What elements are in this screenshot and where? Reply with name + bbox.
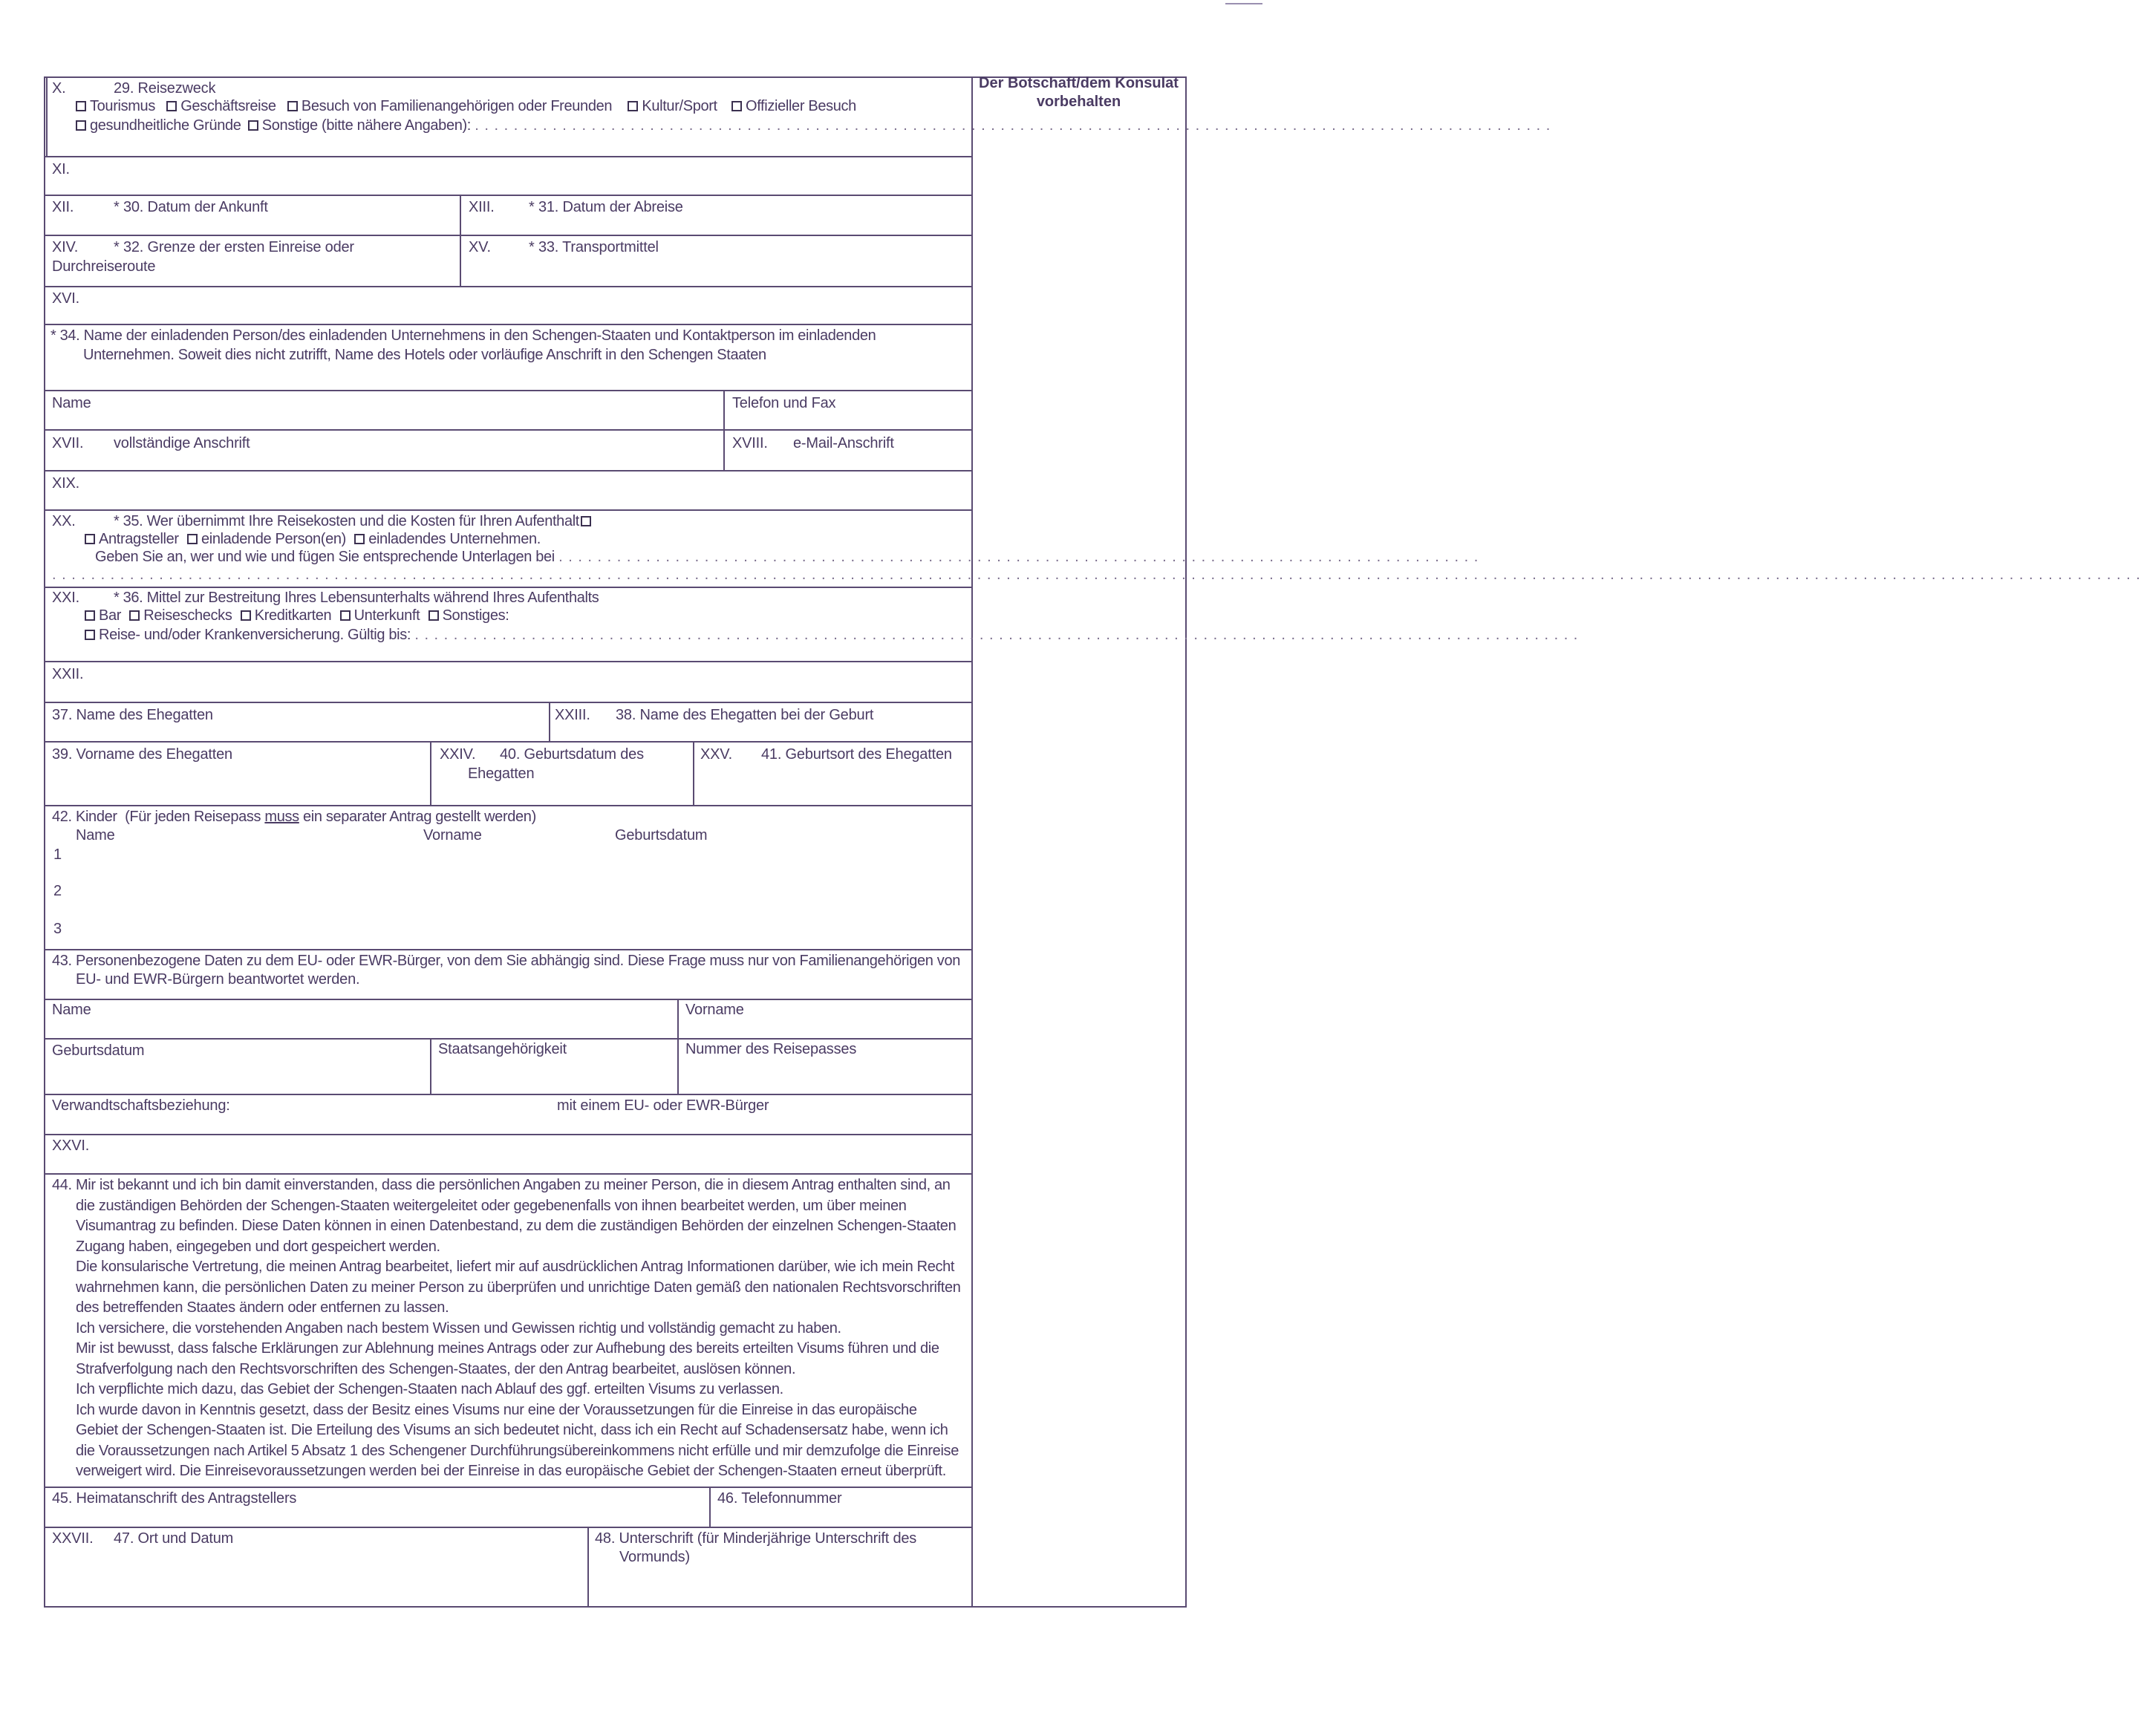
q44-line-14: die Voraussetzungen nach Artikel 5 Absatz 1 des Schengener Durchführungsübereinkommens nicht erfülle und mir demzufolge die Einreise bbox=[76, 1442, 959, 1459]
checkbox-unterkunft[interactable] bbox=[340, 610, 351, 621]
q40-line2: Ehegatten bbox=[468, 766, 535, 782]
roman-xii: XII. bbox=[52, 199, 74, 215]
frame-right-line bbox=[1185, 76, 1187, 1608]
q44-line-12: Ich wurde davon in Kenntnis gesetzt, dass der Besitz eines Visums nur eine der Voraussetzungen für die Einreise in das europäische bbox=[76, 1401, 917, 1418]
option-offizieller-besuch: Offizieller Besuch bbox=[745, 98, 856, 114]
q44-line-01: 44. Mir ist bekannt und ich bin damit einverstanden, dass die persönlichen Angaben zu meiner Person, die in diesem Antrag enthalten sind, an bbox=[52, 1177, 951, 1193]
checkbox-kreditkarten[interactable] bbox=[241, 610, 251, 621]
line-after-45 bbox=[44, 1527, 972, 1528]
option-kultur-sport: Kultur/Sport bbox=[642, 98, 717, 114]
line-after-30 bbox=[44, 235, 972, 236]
q35-fill-line-1[interactable]: . . . . . . . . . . . . . . . . . . . . . . . . . . . . . . . . . . . . . . . . . . . . . . . . . . . . . . . . . . . . . . . . . . . . . . . . . . . . . . . . . . . . . . . . . . . . . . . bbox=[558, 549, 1479, 565]
option-geschaeftsreise: Geschäftsreise bbox=[180, 98, 276, 114]
q43-dob-label: Geburtsdatum bbox=[52, 1042, 145, 1059]
checkbox-sonstiges[interactable] bbox=[428, 610, 439, 621]
checkbox-q35-self[interactable] bbox=[581, 516, 591, 526]
line-after-42 bbox=[44, 949, 972, 950]
roman-xxii: XXII. bbox=[52, 666, 84, 682]
checkbox-geschaeftsreise[interactable] bbox=[166, 101, 177, 111]
q43-name-label: Name bbox=[52, 1002, 91, 1018]
q42-title bbox=[52, 807, 536, 827]
roman-xxv: XXV. bbox=[700, 746, 732, 763]
checkbox-versicherung[interactable] bbox=[85, 630, 95, 640]
q34-address-label: vollständige Anschrift bbox=[114, 435, 250, 451]
q35-fill-line-2[interactable]: . . . . . . . . . . . . . . . . . . . . . . . . . . . . . . . . . . . . . . . . . . . . . . . . . . . . . . . . . . . . . . . . . . . . . . . . . . . . . . . . . . . . . . . . . . . . . . . . . . . . . . . . . . . . . . . . . . . . . . . . . . . . . . . . . . . . . . . . . . . . . . . . . . . . . . . . . . . . . . . . . . . . . . . . . . . . . . . . . . . . . . . . . . . . . . . . . . . . . . . . . . . . . . . . . . . . . . . bbox=[52, 567, 2141, 583]
q43-first-label: Vorname bbox=[685, 1002, 744, 1018]
roman-xvii: XVII. bbox=[52, 435, 84, 451]
q35-instruction: Geben Sie an, wer und wie und fügen Sie entsprechende Unterlagen bei bbox=[95, 549, 555, 565]
divider-37-38 bbox=[549, 702, 550, 741]
q34-line1: * 34. Name der einladenden Person/des einladenden Unternehmens in den Schengen-Staaten und Kontaktperson im einladenden bbox=[50, 327, 876, 344]
q35-question: * 35. Wer übernimmt Ihre Reisekosten und die Kosten für Ihren Aufenthalt bbox=[114, 513, 580, 529]
q42-row-3: 3 bbox=[53, 921, 62, 937]
q44-line-04: Zugang haben, eingegeben und dort gespeichert werden. bbox=[76, 1238, 440, 1255]
line-after-37 bbox=[44, 741, 972, 743]
q35-options bbox=[85, 529, 541, 549]
reserved-for-embassy bbox=[973, 74, 1184, 111]
q36-line1: * 36. Mittel zur Bestreitung Ihres Lebensunterhalts während Ihres Aufenthalts bbox=[114, 590, 599, 606]
line-after-address bbox=[44, 470, 972, 471]
q33-label: * 33. Transportmittel bbox=[529, 239, 659, 255]
q29-left-line bbox=[46, 76, 48, 156]
q44-line-08: Ich versichere, die vorstehenden Angaben nach bestem Wissen und Gewissen richtig und vollständig gemacht zu haben. bbox=[76, 1319, 841, 1337]
option-bar: Bar bbox=[99, 607, 122, 624]
checkbox-sonstige[interactable] bbox=[248, 120, 258, 131]
divider-30-31 bbox=[460, 195, 461, 287]
q40-line1: 40. Geburtsdatum des bbox=[500, 746, 644, 763]
roman-xix: XIX. bbox=[52, 475, 79, 492]
q29-options-row2 bbox=[76, 116, 1551, 136]
line-after-43 bbox=[44, 999, 972, 1000]
q36-options bbox=[85, 606, 509, 626]
q29-options-row1 bbox=[76, 97, 856, 117]
q34-name-label: Name bbox=[52, 395, 91, 411]
q44-line-13: Gebiet der Schengen-Staaten ist. Die Erteilung des Visums an sich bedeutet nicht, dass ich ein Recht auf Schadensersatz habe, wenn ich bbox=[76, 1422, 948, 1438]
reserved-line-1: Der Botschaft/dem Konsulat bbox=[979, 75, 1179, 91]
q35-line1 bbox=[114, 512, 595, 532]
option-einladende-personen: einladende Person(en) bbox=[201, 531, 346, 547]
checkbox-gesundheitliche-gruende[interactable] bbox=[76, 120, 86, 131]
roman-xiv: XIV. bbox=[52, 239, 79, 255]
q42-col-name: Name bbox=[76, 827, 115, 843]
option-sonstige: Sonstige (bitte nähere Angaben): bbox=[261, 117, 472, 134]
q35-fill-row-2 bbox=[52, 565, 2141, 585]
q44-line-03: Visumantrag zu befinden. Diese Daten können in einen Datenbestand, zu dem die zuständigen Behörden der einzelnen Schengen-Staaten bbox=[76, 1218, 957, 1234]
q32-line1: * 32. Grenze der ersten Einreise oder bbox=[114, 239, 354, 255]
roman-xxiii: XXIII. bbox=[555, 707, 590, 723]
checkbox-bar[interactable] bbox=[85, 610, 95, 621]
line-after-43-dob bbox=[44, 1094, 972, 1095]
line-after-xxii bbox=[44, 702, 972, 703]
checkbox-einladendes-unternehmen[interactable] bbox=[354, 534, 365, 544]
checkbox-tourismus[interactable] bbox=[76, 101, 86, 111]
divider-43-dob-nat bbox=[430, 1038, 431, 1094]
q43-line2: EU- und EWR-Bürgern beantwortet werden. bbox=[76, 971, 360, 988]
roman-xxvii: XXVII. bbox=[52, 1530, 94, 1547]
checkbox-reiseschecks[interactable] bbox=[129, 610, 140, 621]
q48-line1: 48. Unterschrift (für Minderjährige Unterschrift des bbox=[595, 1530, 917, 1547]
line-after-34 bbox=[44, 390, 972, 391]
roman-xiii: XIII. bbox=[469, 199, 495, 215]
scan-mark bbox=[1225, 3, 1262, 4]
q44-line-05: Die konsularische Vertretung, die meinen Antrag bearbeitet, liefert mir auf ausdrücklichen Antrag Informationen darüber, wie ich mein Recht bbox=[76, 1259, 955, 1275]
line-after-xix bbox=[44, 509, 972, 511]
line-after-32 bbox=[44, 286, 972, 287]
option-einladendes-unternehmen: einladendes Unternehmen. bbox=[368, 531, 541, 547]
checkbox-familienbesuch[interactable] bbox=[287, 101, 298, 111]
q42-col-dob: Geburtsdatum bbox=[615, 827, 708, 843]
frame-left-line bbox=[44, 76, 45, 1608]
q44-line-10: Strafverfolgung nach den Rechtsvorschriften des Schengen-Staates, der den Antrag bearbeitet, auslösen können. bbox=[76, 1360, 796, 1377]
line-after-relation bbox=[44, 1134, 972, 1135]
roman-xxi: XXI. bbox=[52, 590, 79, 606]
q41-label: 41. Geburtsort des Ehegatten bbox=[761, 746, 952, 763]
checkbox-offizieller-besuch[interactable] bbox=[731, 101, 742, 111]
q43-relation-with: mit einem EU- oder EWR-Bürger bbox=[557, 1097, 769, 1114]
reserved-line-2: vorbehalten bbox=[1036, 94, 1121, 110]
roman-xxiv: XXIV. bbox=[440, 746, 476, 763]
option-gesundheitliche-gruende: gesundheitliche Gründe bbox=[90, 117, 241, 134]
q44-line-02: die zuständigen Behörden der Schengen-Staaten weitergeleitet oder gegebenenfalls von ihnen bearbeitet werden, um über meinen bbox=[76, 1197, 907, 1214]
q44-line-07: des betreffenden Staates ändern oder entfernen zu lassen. bbox=[76, 1299, 449, 1316]
divider-name-phone bbox=[723, 390, 725, 470]
line-after-36 bbox=[44, 661, 972, 662]
q44-line-06: wahrnehmen kann, die persönlichen Daten zu meiner Person zu überprüfen und unrichtige Daten gemäß den nationalen Rechtsvorschriften bbox=[76, 1279, 961, 1296]
line-after-29 bbox=[44, 156, 972, 157]
line-after-39 bbox=[44, 805, 972, 806]
option-antragsteller: Antragsteller bbox=[99, 531, 179, 547]
roman-xx: XX. bbox=[52, 513, 76, 529]
q34-line2: Unternehmen. Soweit dies nicht zutrifft, Name des Hotels oder vorläufige Anschrift in den Schengen Staaten bbox=[83, 347, 766, 363]
q42-row-1: 1 bbox=[53, 846, 62, 863]
roman-xi: XI. bbox=[52, 161, 70, 177]
q30-label: * 30. Datum der Ankunft bbox=[114, 199, 268, 215]
q44-line-11: Ich verpflichte mich dazu, das Gebiet der Schengen-Staaten nach Ablauf des ggf. erteilten Visums zu verlassen. bbox=[76, 1381, 783, 1397]
divider-39-40 bbox=[430, 741, 431, 805]
checkbox-einladende-personen[interactable] bbox=[187, 534, 198, 544]
q37-label: 37. Name des Ehegatten bbox=[52, 707, 213, 723]
roman-xxvi: XXVI. bbox=[52, 1138, 90, 1154]
q47-label: 47. Ort und Datum bbox=[114, 1530, 234, 1547]
q29-title: 29. Reisezweck bbox=[114, 80, 216, 97]
q35-line3 bbox=[95, 547, 1479, 567]
q43-relation-label: Verwandtschaftsbeziehung: bbox=[52, 1097, 230, 1114]
q32-line2: Durchreiseroute bbox=[52, 258, 156, 275]
divider-45-46 bbox=[709, 1487, 711, 1527]
q43-line1: 43. Personenbezogene Daten zu dem EU- oder EWR-Bürger, von dem Sie abhängig sind. Diese Frage muss nur von Familienangehörigen von bbox=[52, 953, 960, 969]
q31-label: * 31. Datum der Abreise bbox=[529, 199, 683, 215]
line-bottom bbox=[44, 1606, 1186, 1608]
q48-line2: Vormunds) bbox=[619, 1549, 690, 1565]
divider-43-name-first bbox=[677, 999, 679, 1094]
option-tourismus: Tourismus bbox=[90, 98, 155, 114]
line-after-44 bbox=[44, 1487, 972, 1488]
reserved-column-divider bbox=[971, 76, 973, 1608]
option-reiseschecks: Reiseschecks bbox=[143, 607, 232, 624]
option-familienbesuch: Besuch von Familienangehörigen oder Freunden bbox=[301, 98, 613, 114]
q42-title-muss: muss bbox=[264, 809, 299, 825]
q38-label: 38. Name des Ehegatten bei der Geburt bbox=[616, 707, 874, 723]
q42-row-2: 2 bbox=[53, 883, 62, 899]
line-after-xvi bbox=[44, 324, 972, 325]
checkbox-antragsteller[interactable] bbox=[85, 534, 95, 544]
roman-xvi: XVI. bbox=[52, 290, 79, 307]
q34-email-label: e-Mail-Anschrift bbox=[793, 435, 894, 451]
option-sonstiges: Sonstiges: bbox=[442, 607, 509, 624]
divider-47-48 bbox=[587, 1527, 589, 1607]
q44-declaration bbox=[52, 1175, 965, 1482]
checkbox-kultur-sport[interactable] bbox=[628, 101, 638, 111]
q46-label: 46. Telefonnummer bbox=[717, 1490, 842, 1507]
line-after-name bbox=[44, 429, 972, 431]
q36-insurance-row bbox=[85, 625, 1579, 645]
q34-phone-label: Telefon und Fax bbox=[732, 395, 836, 411]
q39-label: 39. Vorname des Ehegatten bbox=[52, 746, 232, 763]
q44-line-09: Mir ist bewusst, dass falsche Erklärungen zur Ablehnung meines Antrags oder zur Aufhebung des bereits erteilten Visums führen und die bbox=[76, 1340, 939, 1357]
q45-label: 45. Heimatanschrift des Antragstellers bbox=[52, 1490, 297, 1507]
q44-line-15: verweigert wird. Die Einreisevoraussetzungen werden bei der Einreise in das europäische Gebiet der Schengen-Staaten erneut überprüft. bbox=[76, 1463, 946, 1479]
q42-title-a: 42. Kinder (Für jeden Reisepass bbox=[52, 809, 265, 825]
q29-fill-line[interactable]: . . . . . . . . . . . . . . . . . . . . . . . . . . . . . . . . . . . . . . . . . . . . . . . . . . . . . . . . . . . . . . . . . . . . . . . . . . . . . . . . . . . . . . . . . . . . . . . . . . . . . . . . . . . . . . . bbox=[475, 117, 1551, 134]
roman-x: X. bbox=[52, 80, 66, 97]
line-after-xi bbox=[44, 195, 972, 196]
q43-passport-label: Nummer des Reisepasses bbox=[685, 1041, 857, 1057]
q42-col-first: Vorname bbox=[423, 827, 482, 843]
option-unterkunft: Unterkunft bbox=[353, 607, 420, 624]
q43-nationality-label: Staatsangehörigkeit bbox=[438, 1041, 567, 1057]
q36-fill-line[interactable]: . . . . . . . . . . . . . . . . . . . . . . . . . . . . . . . . . . . . . . . . . . . . . . . . . . . . . . . . . . . . . . . . . . . . . . . . . . . . . . . . . . . . . . . . . . . . . . . . . . . . . . . . . . . . . . . . . . . . . . . . bbox=[414, 627, 1579, 643]
divider-40-41 bbox=[693, 741, 694, 805]
option-versicherung: Reise- und/oder Krankenversicherung. Gültig bis: bbox=[99, 627, 411, 643]
q42-title-b: ein separater Antrag gestellt werden) bbox=[299, 809, 536, 825]
option-kreditkarten: Kreditkarten bbox=[254, 607, 332, 624]
roman-xv: XV. bbox=[469, 239, 491, 255]
line-after-xxvi bbox=[44, 1173, 972, 1175]
roman-xviii: XVIII. bbox=[732, 435, 768, 451]
